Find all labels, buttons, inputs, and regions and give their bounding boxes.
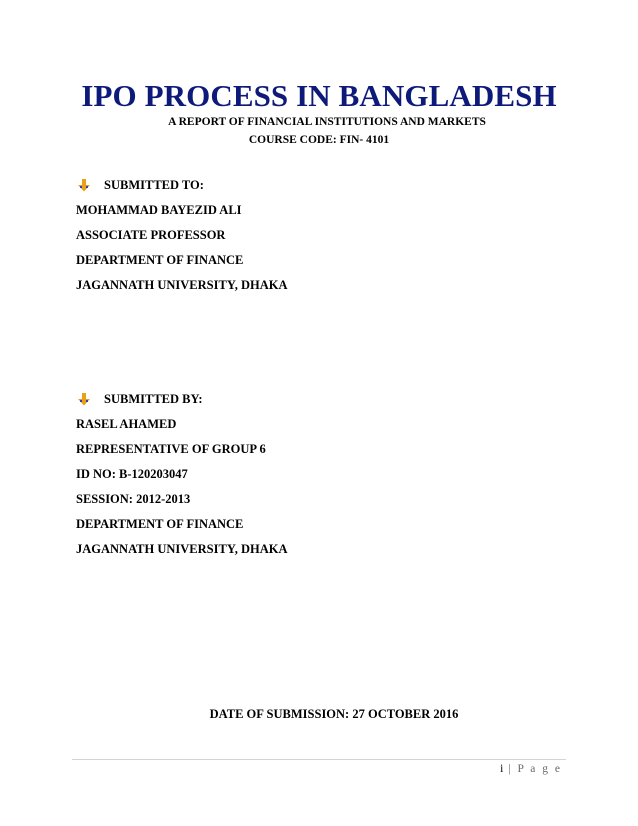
- submitted-by-line: DEPARTMENT OF FINANCE: [76, 517, 244, 531]
- submitted-to-line: MOHAMMAD BAYEZID ALI: [76, 203, 242, 217]
- submitted-to-line: DEPARTMENT OF FINANCE: [76, 253, 244, 267]
- report-subtitle: A REPORT OF FINANCIAL INSTITUTIONS AND MARKETS: [168, 116, 486, 128]
- submitted-by-line: ID NO: B-120203047: [76, 467, 188, 481]
- submitted-to-line: ASSOCIATE PROFESSOR: [76, 228, 226, 242]
- submitted-by-line: JAGANNATH UNIVERSITY, DHAKA: [76, 542, 288, 556]
- submitted-to-line: JAGANNATH UNIVERSITY, DHAKA: [76, 278, 288, 292]
- date-of-submission: DATE OF SUBMISSION: 27 OCTOBER 2016: [209, 707, 459, 721]
- submitted-by-line: REPRESENTATIVE OF GROUP 6: [76, 442, 266, 456]
- document-title: IPO PROCESS IN BANGLADESH: [81, 78, 557, 113]
- submitted-by-heading-row: [78, 392, 203, 407]
- page-number: i: [500, 763, 504, 775]
- page-label: P a g e: [517, 763, 562, 775]
- course-code: COURSE CODE: FIN- 4101: [248, 134, 390, 146]
- arrow-down-bullet-icon: [78, 179, 90, 192]
- submitted-by-line: RASEL AHAMED: [76, 417, 177, 431]
- submitted-to-heading: SUBMITTED TO:: [104, 178, 204, 192]
- page-footer: [500, 762, 562, 776]
- footer-divider: [72, 759, 566, 760]
- submitted-by-heading: SUBMITTED BY:: [104, 392, 203, 406]
- submitted-by-line: SESSION: 2012-2013: [76, 492, 191, 506]
- page-separator: |: [508, 763, 513, 775]
- arrow-down-bullet-icon: [78, 393, 90, 406]
- submitted-to-heading-row: [78, 178, 204, 193]
